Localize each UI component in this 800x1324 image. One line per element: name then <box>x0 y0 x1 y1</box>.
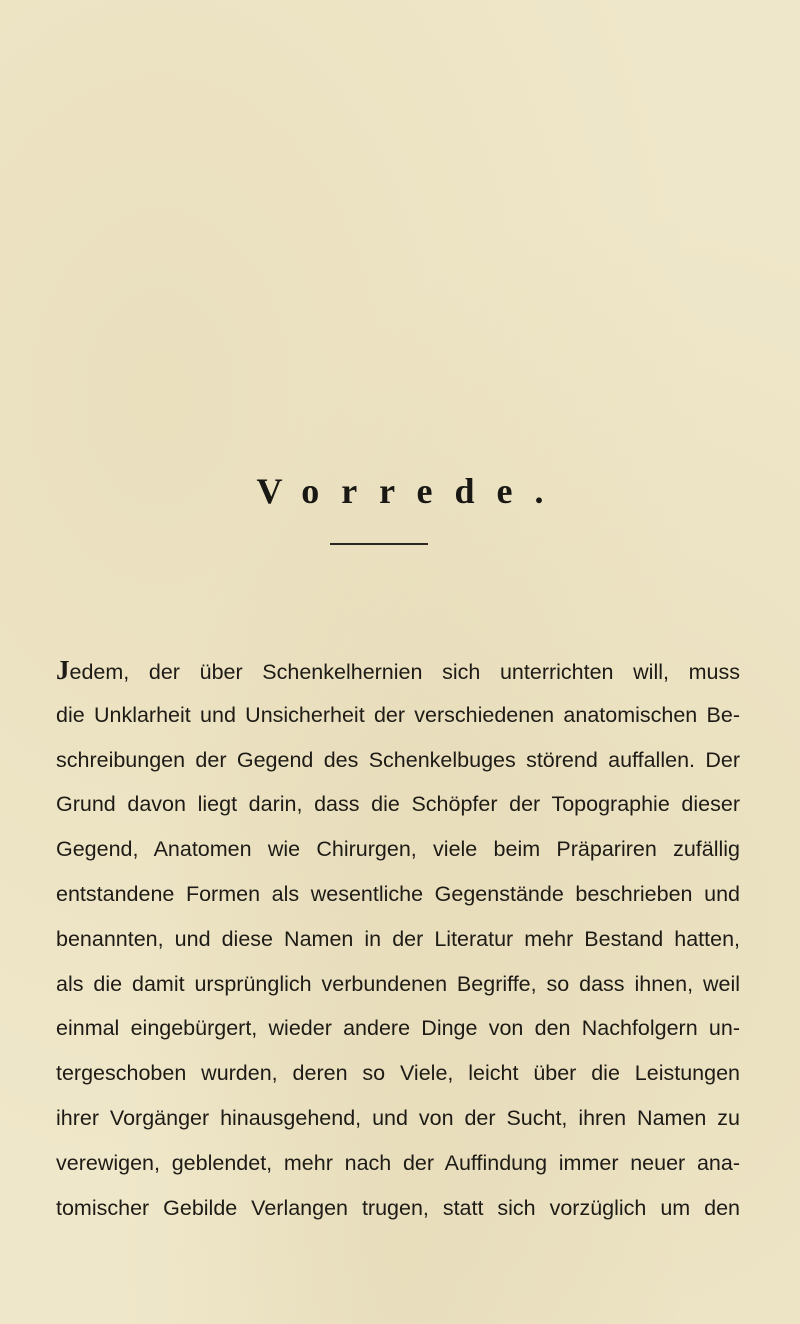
text-line: als die damit ursprünglich verbundenen Begriffe, so dass ihnen, weil <box>56 971 740 996</box>
first-line-text: edem, der über Schenkelhernien sich unterrichten will, muss <box>69 660 740 684</box>
text-line: Gegend, Anatomen wie Chirurgen, viele beim Präpariren zufällig <box>56 837 740 862</box>
text-line: tergeschoben wurden, deren so Viele, leicht über die Leistungen <box>56 1061 740 1086</box>
text-line: die Unklarheit und Unsicherheit der verschiedenen anatomischen Be- <box>56 702 740 727</box>
text-line: tomischer Gebilde Verlangen trugen, statt sich vorzüglich um den <box>56 1195 740 1220</box>
text-line: Grund davon liegt darin, dass die Schöpfer der Topographie dieser <box>56 792 740 817</box>
text-line: entstandene Formen als wesentliche Gegenstände beschrieben und <box>56 881 740 906</box>
page-heading: Vorrede. <box>256 471 566 511</box>
heading-rule <box>330 543 428 545</box>
text-line: benannten, und diese Namen in der Literatur mehr Bestand hatten, <box>56 926 740 951</box>
text-line: ihrer Vorgänger hinausgehend, und von der Sucht, ihren Namen zu <box>56 1105 740 1130</box>
text-line <box>56 648 740 693</box>
initial-letter: J <box>56 655 70 685</box>
text-line: schreibungen der Gegend des Schenkelbuges störend auffallen. Der <box>56 747 740 772</box>
text-line: verewigen, geblendet, mehr nach der Auffindung immer neuer ana- <box>56 1150 740 1175</box>
body-paragraph <box>56 648 740 1230</box>
text-line: einmal eingebürgert, wieder andere Dinge von den Nachfolgern un- <box>56 1016 740 1041</box>
